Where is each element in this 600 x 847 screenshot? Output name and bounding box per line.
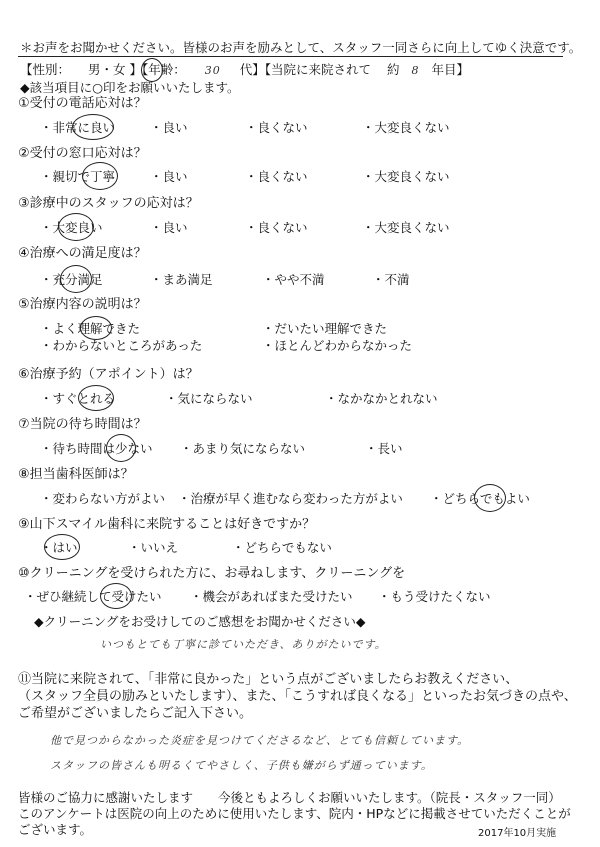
q2-selected-circle (82, 162, 118, 190)
footer-usage-end: ございます。 (18, 822, 93, 837)
q4-option-4[interactable]: ・不満 (372, 272, 410, 287)
q6-option-3[interactable]: ・なかなかとれない (325, 391, 438, 406)
q3-title: ③診療中のスタッフの応対は？ (18, 196, 199, 211)
age-value[interactable]: 30 (204, 64, 221, 77)
q8-option-3[interactable]: ・どちらでもよい (430, 491, 530, 506)
q8-option-2[interactable]: ・治療が早く進むなら変わった方がよい (178, 491, 403, 506)
q4-option-2[interactable]: ・まあ満足 (150, 272, 213, 287)
profile-line (20, 62, 469, 79)
footer-usage: このアンケートは医院の向上のために使用いたします、院内・HPなどに掲載させていただくことが (18, 806, 571, 821)
q3-option-1[interactable]: ・大変良い (40, 220, 103, 235)
gender-male[interactable]: 男 (88, 62, 101, 77)
q7-selected-circle (106, 434, 136, 462)
q3-selected-circle (58, 213, 94, 241)
years-value[interactable]: 8 (411, 64, 420, 77)
q10-option-2[interactable]: ・機会があればまた受けたい (190, 589, 353, 604)
intro-underline (18, 56, 563, 57)
q1-selected-circle (72, 114, 114, 140)
q10-selected-circle (100, 583, 132, 609)
q10-title: ⑩クリーニングを受けられた方に、お尋ねします、クリーニングを (18, 566, 406, 581)
q6-option-1[interactable]: ・すぐとれる (40, 391, 116, 406)
q5-option-2[interactable]: ・だいたい理解できた (262, 321, 388, 336)
years-unit: 年目】 (431, 62, 470, 77)
q9-option-3[interactable]: ・どちらでもない (232, 540, 332, 555)
q1-option-3[interactable]: ・良くない (245, 120, 308, 135)
q10-option-3[interactable]: ・もう受けたくない (378, 589, 491, 604)
q4-title: ④治療への満足度は？ (18, 246, 147, 261)
q6-selected-circle (78, 385, 114, 411)
cleaning-answer[interactable]: いつもとても丁寧に診ていただき、ありがたいです。 (100, 638, 387, 651)
q4-option-1[interactable]: ・充分満足 (40, 272, 103, 287)
q11-answer-line-1[interactable]: 他で見つからなかった炎症を見つけてくださるなど、とても信頼しています。 (50, 734, 470, 747)
q9-option-2[interactable]: ・いいえ (128, 540, 179, 555)
footer-thanks: 皆様のご協力に感謝いたします 今後ともよろしくお願いいたします。（院長・スタッフ一同） (18, 790, 561, 805)
q8-selected-circle (474, 484, 506, 512)
q5-title: ⑤治療内容の説明は？ (18, 297, 147, 312)
q7-option-3[interactable]: ・長い (365, 441, 403, 456)
q4-selected-circle (60, 265, 92, 293)
q8-option-1[interactable]: ・変わらない方がよい (40, 491, 166, 506)
q1-title: ①受付の電話応対は？ (18, 96, 147, 111)
q11-line-2: （スタッフ全員の励みといたします）、また、「こうすれば良くなる」といったお気づきの点や、 (18, 689, 577, 704)
cleaning-heading: ◆クリーニングをお受けしてのご感想をお聞かせください◆ (34, 614, 366, 629)
q5-selected-circle (80, 316, 112, 340)
q1-option-2[interactable]: ・良い (150, 120, 188, 135)
female-selected-circle (141, 58, 163, 82)
q11-answer-line-2[interactable]: スタッフの皆さんも明るくてやさしく、子供も嫌がらず通っています。 (50, 759, 433, 772)
q1-option-4[interactable]: ・大変良くない (362, 120, 450, 135)
q5-option-1[interactable]: ・よく理解できた (40, 321, 141, 336)
q5-option-3[interactable]: ・わからないところがあった (40, 338, 203, 353)
intro-text: ＊お声をお聞かせください。皆様のお声を励みとして、スタッフ一同さらに向上してゆく決意です。 (20, 40, 582, 55)
q7-title: ⑦当院の待ち時間は？ (18, 417, 147, 432)
q2-option-1[interactable]: ・親切で丁寧 (40, 169, 116, 184)
q3-option-2[interactable]: ・良い (150, 220, 188, 235)
gender-female[interactable]: 女 (113, 62, 126, 77)
q2-option-4[interactable]: ・大変良くない (362, 169, 450, 184)
instruction-text: ◆該当項目に○印をお願いいたします。 (20, 80, 240, 95)
q10-option-1[interactable]: ・ぜひ継続して受けたい (24, 589, 162, 604)
gender-label: 【性別： (20, 62, 71, 77)
q11-line-1: ⑪当院に来院されて、「非常に良かった」という点がございましたらお教えください、 (18, 672, 519, 687)
q2-option-3[interactable]: ・良くない (245, 169, 308, 184)
q11-line-3: ご希望がございましたらご記入下さい。 (18, 706, 253, 721)
q9-option-1[interactable]: ・はい (40, 540, 78, 555)
age-label: 】【年齢： (129, 62, 186, 77)
q1-option-1[interactable]: ・非常に良い (40, 120, 116, 135)
q7-option-2[interactable]: ・あまり気にならない (180, 441, 306, 456)
q2-option-2[interactable]: ・良い (150, 169, 188, 184)
q3-option-3[interactable]: ・良くない (245, 220, 308, 235)
gender-separator: ・ (100, 62, 114, 77)
q9-title: ⑨山下スマイル歯科に来院することは好きですか？ (18, 517, 316, 532)
q5-option-4[interactable]: ・ほとんどわからなかった (262, 338, 413, 353)
q6-title: ⑥治療予約（アポイント）は？ (18, 367, 199, 382)
q7-option-1[interactable]: ・待ち時間は少ない (40, 441, 153, 456)
q6-option-2[interactable]: ・気にならない (165, 391, 253, 406)
years-approx: 約 (387, 62, 400, 77)
q8-title: ⑧担当歯科医師は？ (18, 467, 134, 482)
q2-title: ②受付の窓口応対は？ (18, 146, 147, 161)
survey-date: 2017年10月実施 (478, 828, 557, 839)
q3-option-4[interactable]: ・大変良くない (362, 220, 450, 235)
q9-selected-circle (44, 534, 80, 560)
q4-option-3[interactable]: ・やや不満 (262, 272, 325, 287)
age-unit: 代】【当院に来院されて (239, 62, 372, 77)
